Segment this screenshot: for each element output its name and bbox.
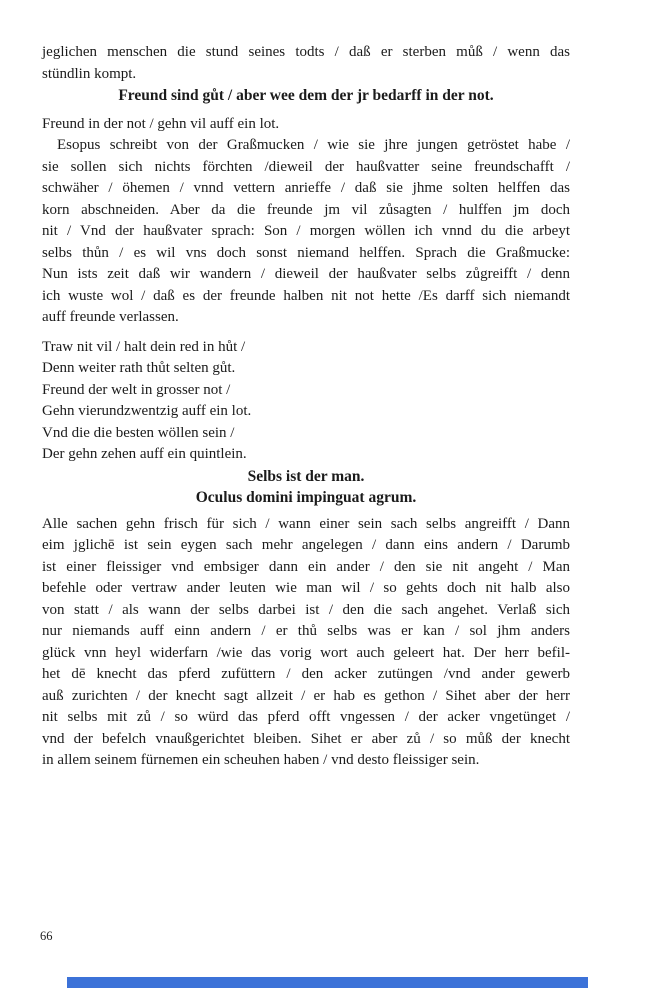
- poem-line: Denn weiter rath thůt selten gůt.: [42, 360, 236, 376]
- poem-line: Freund der welt in grosser not /: [42, 381, 231, 398]
- section-heading-oculus: Oculus domini impinguat agrum.: [195, 489, 417, 506]
- text-line: befehle oder vertraw ander leuten wie man wil / so gehts doch nit halb also: [42, 580, 570, 596]
- paragraph-intro: [42, 42, 570, 85]
- text-block: [42, 42, 570, 772]
- text-line: Freund in der not / gehn vil auff ein lot.: [42, 115, 280, 132]
- poem: [42, 337, 570, 466]
- section-heading-freund: Freund sind gůt / aber wee dem der jr bedarff in der not.: [118, 87, 494, 104]
- text-line: glück vnn heyl widerfarn /wie das vorig wort auch geleert hat. Der herr befil-: [42, 644, 570, 661]
- footer-highlight-bar: [67, 977, 588, 988]
- paragraph-selbs: [42, 514, 570, 772]
- text-line: auß zurichten / der knecht sagt allzeit / er hab es gethon / Sihet aber der herr: [42, 687, 570, 704]
- text-line: in allem seinem fürnemen ein scheuhen haben / vnd desto fleissiger sein.: [42, 752, 480, 768]
- text-line: ich wuste wol / daß es der freunde halben nit not hette /Es darff sich niemandt: [42, 287, 570, 304]
- text-line: jeglichen menschen die stund seines todts / daß er sterben můß / wenn das: [42, 44, 570, 60]
- poem-line: Gehn vierundzwentzig auff ein lot.: [42, 403, 252, 419]
- text-line: korn abschneiden. Aber da die freunde jm vil zůsagten / hulffen jm doch: [42, 201, 570, 218]
- poem-line: Der gehn zehen auff ein quintlein.: [42, 446, 247, 462]
- text-line: Nun ists zeit daß wir wandern / dieweil der haußvater selbs zůgreifft / denn: [42, 266, 570, 282]
- text-line: eim jglichē ist sein eygen sach mehr angelegen / dann eins andern / Darumb: [42, 537, 570, 553]
- text-line: nit / Vnd der haußvater sprach: Son / morgen wöllen ich vnnd du die arbeyt: [42, 223, 570, 239]
- text-line: von statt / als wann der selbs darbei ist / den die sach angehet. Verlaß sich: [42, 601, 570, 618]
- page-number: 66: [40, 929, 53, 943]
- text-line: nur niemands auff einn andern / er thů selbs was er kan / sol jhm anders: [42, 623, 570, 639]
- text-line: auff freunde verlassen.: [42, 309, 179, 325]
- section-heading-selbs: Selbs ist der man.: [247, 467, 365, 485]
- text-line: schwäher / öhemen / vnnd vettern anrieffe / daß sie jhme solten helffen das: [42, 180, 570, 196]
- text-line: sie sollen sich nichts förchten /dieweil der haußvatter seine freundschafft /: [42, 158, 570, 175]
- text-line: Alle sachen gehn frisch für sich / wann einer sein sach selbs angreifft / Dann: [42, 515, 570, 532]
- text-line: Esopus schreibt von der Graßmucken / wie sie jhre jungen getröstet habe /: [57, 137, 570, 153]
- text-line: nit selbs mit zů / so würd das pferd offt vngessen / der acker vngetünget /: [42, 709, 570, 725]
- poem-line: Vnd die die besten wöllen sein /: [42, 424, 235, 441]
- text-line: het dē knecht das pferd zufüttern / den acker zutüngen /vnd ander gewerb: [42, 666, 570, 682]
- text-line: vnd der befelch vnaußgerichtet bleiben. Sihet er aber zů / so můß der knecht: [42, 730, 570, 747]
- paragraph-freund: [42, 114, 570, 329]
- poem-line: Traw nit vil / halt dein red in hůt /: [42, 338, 246, 355]
- text-line: stündlin kompt.: [42, 65, 137, 82]
- text-line: selbs thůn / es wil vns doch sonst niemand helffen. Sprach die Graßmucke:: [42, 244, 570, 261]
- text-line: ist einer fleissiger vnd embsiger dann ein ander / den sie nit angeht / Man: [42, 558, 570, 575]
